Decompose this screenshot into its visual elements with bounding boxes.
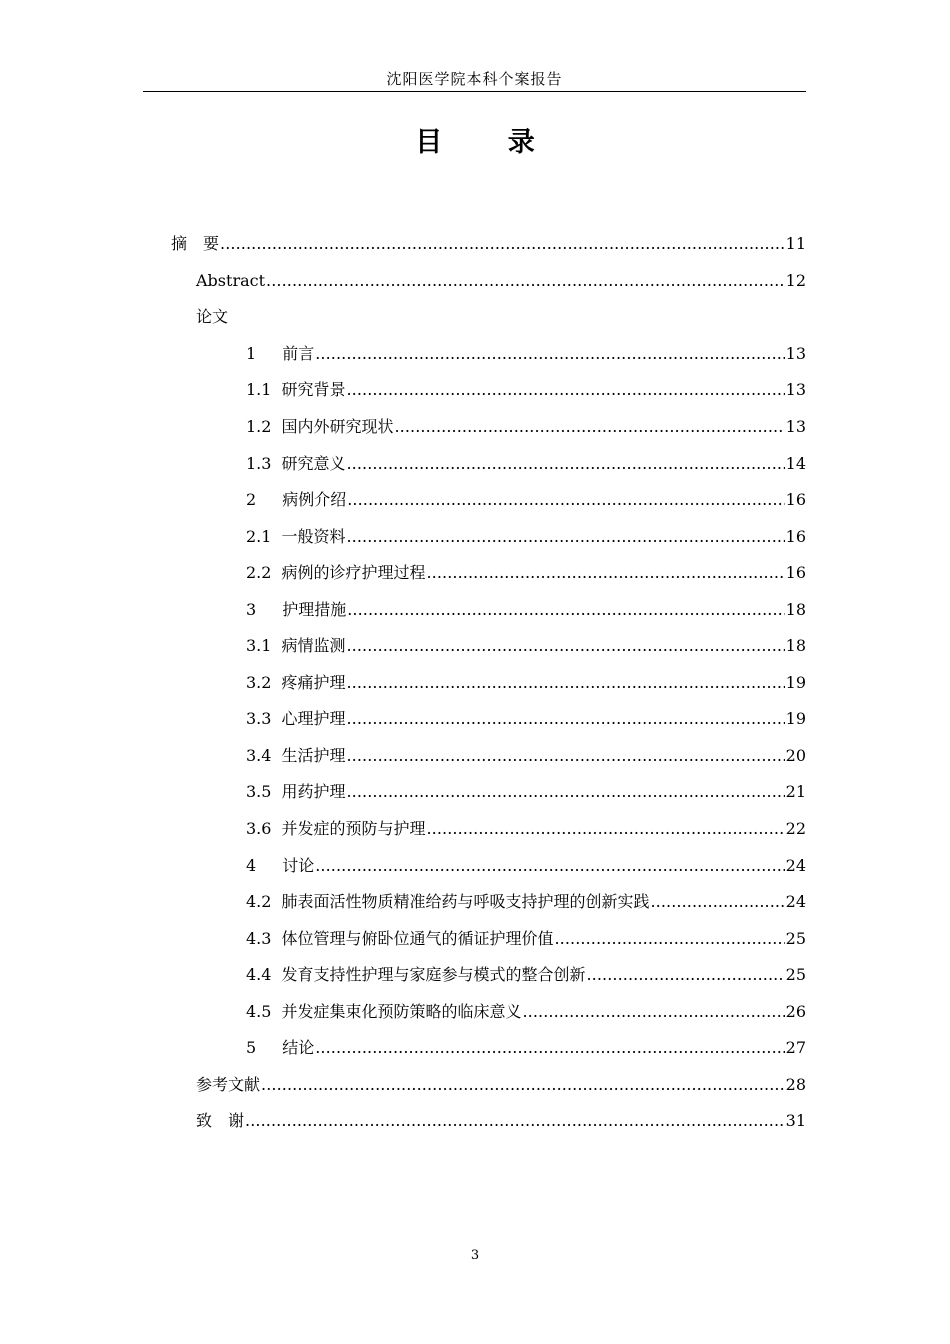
toc-entry-title: 一般资料 <box>281 526 346 546</box>
toc-entry-number: 1.2 <box>246 417 272 436</box>
toc-entry-number: 3.1 <box>246 636 272 656</box>
toc-leader <box>346 636 784 656</box>
toc-leader <box>347 600 784 620</box>
toc-entry-thesis[interactable] <box>0 299 806 336</box>
toc-entry-5[interactable] <box>0 1030 806 1067</box>
toc-leader <box>245 1111 785 1131</box>
toc-entry-page: 13 <box>785 343 806 363</box>
toc-entry-number: 2.1 <box>246 526 272 546</box>
toc-entry-3-6[interactable] <box>0 811 806 848</box>
toc-entry-page: 12 <box>785 270 806 290</box>
toc-leader <box>522 1002 784 1022</box>
toc-entry-number: 4.4 <box>246 965 272 985</box>
toc-entry-page: 25 <box>785 965 806 985</box>
toc-entry-3-4[interactable] <box>0 738 806 775</box>
toc-entry-title: 病情监测 <box>281 636 346 656</box>
toc-leader <box>346 673 784 693</box>
toc-entry-page: 16 <box>785 563 806 583</box>
toc-entry-title: 发育支持性护理与家庭参与模式的整合创新 <box>281 965 586 985</box>
toc-leader <box>586 965 784 985</box>
toc-entry-3-1[interactable] <box>0 628 806 665</box>
toc-entry-3-2[interactable] <box>0 665 806 702</box>
toc-entry-title: 研究意义 <box>281 453 346 473</box>
table-of-contents <box>0 226 950 1140</box>
toc-entry-number: 4.3 <box>246 928 272 948</box>
toc-entry-page: 19 <box>785 672 806 692</box>
toc-entry-acknowledgements[interactable] <box>0 1103 806 1140</box>
toc-entry-page: 24 <box>785 855 806 875</box>
toc-entry-page: 22 <box>785 819 806 839</box>
toc-entry-title: 结论 <box>282 1038 315 1058</box>
toc-entry-3[interactable] <box>0 591 806 628</box>
toc-entry-title: 体位管理与俯卧位通气的循证护理价值 <box>281 928 554 948</box>
toc-entry-4[interactable] <box>0 847 806 884</box>
toc-entry-number: 3 <box>246 599 273 619</box>
toc-entry-page: 14 <box>785 453 806 473</box>
toc-entry-page: 13 <box>785 417 806 436</box>
toc-entry-title: 生活护理 <box>281 745 346 765</box>
toc-entry-number: 4 <box>246 855 273 875</box>
toc-leader <box>346 782 784 802</box>
toc-leader <box>266 271 785 291</box>
toc-entry-number: 3.3 <box>246 709 272 729</box>
page-number: 3 <box>470 1248 480 1263</box>
toc-entry-4-2[interactable] <box>0 884 806 921</box>
toc-entry-title: 参考文献 <box>196 1074 261 1094</box>
toc-leader <box>346 380 784 400</box>
toc-entry-title: 心理护理 <box>281 709 346 729</box>
toc-entry-title: 护理措施 <box>282 599 347 619</box>
toc-entry-page: 18 <box>785 599 806 619</box>
toc-entry-number: 3.6 <box>246 819 272 839</box>
toc-entry-3-5[interactable] <box>0 774 806 811</box>
toc-entry-4-4[interactable] <box>0 957 806 994</box>
toc-leader <box>347 490 784 510</box>
toc-leader <box>346 746 784 766</box>
toc-leader <box>554 929 784 949</box>
toc-entry-number: 3.2 <box>246 672 272 692</box>
toc-entry-1-3[interactable] <box>0 445 806 482</box>
toc-entry-title: 病例介绍 <box>282 490 347 510</box>
toc-leader <box>315 856 784 876</box>
toc-entry-title: 疼痛护理 <box>281 672 346 692</box>
toc-leader <box>346 527 784 547</box>
toc-entry-2[interactable] <box>0 482 806 519</box>
toc-leader <box>315 1038 784 1058</box>
toc-entry-3-3[interactable] <box>0 701 806 738</box>
toc-entry-4-5[interactable] <box>0 993 806 1030</box>
toc-entry-page: 11 <box>785 234 806 254</box>
toc-entry-abstract-en[interactable] <box>0 263 806 300</box>
toc-entry-title: 摘 要 <box>171 234 220 254</box>
toc-leader <box>220 234 785 254</box>
toc-entry-page: 21 <box>785 782 806 802</box>
toc-leader <box>346 709 784 729</box>
toc-entry-title: 研究背景 <box>281 380 346 400</box>
toc-entry-title: Abstract <box>196 270 266 290</box>
toc-entry-page: 20 <box>785 745 806 765</box>
toc-leader <box>650 892 784 912</box>
toc-entry-number: 2.2 <box>246 563 272 583</box>
toc-entry-title: 并发症集束化预防策略的临床意义 <box>281 1001 522 1021</box>
toc-leader <box>261 1075 785 1095</box>
toc-entry-title: 讨论 <box>282 855 315 875</box>
toc-entry-title: 肺表面活性物质精准给药与呼吸支持护理的创新实践 <box>281 892 650 912</box>
toc-entry-number: 5 <box>246 1038 273 1058</box>
toc-title: 目 录 <box>415 127 563 158</box>
toc-entry-page: 27 <box>785 1038 806 1058</box>
toc-entry-page: 26 <box>785 1001 806 1021</box>
toc-entry-2-2[interactable] <box>0 555 806 592</box>
toc-entry-number: 1.1 <box>246 380 272 400</box>
toc-leader <box>315 344 784 364</box>
toc-entry-page: 28 <box>785 1074 806 1094</box>
toc-entry-2-1[interactable] <box>0 518 806 555</box>
toc-entry-page: 24 <box>785 892 806 912</box>
toc-entry-1-2[interactable] <box>0 409 806 446</box>
toc-entry-number: 4.5 <box>246 1001 272 1021</box>
toc-entry-page: 13 <box>785 380 806 400</box>
toc-entry-page: 31 <box>785 1111 806 1131</box>
toc-entry-references[interactable] <box>0 1067 806 1104</box>
toc-entry-page: 16 <box>785 490 806 510</box>
toc-entry-number: 1 <box>246 343 273 363</box>
toc-entry-title: 国内外研究现状 <box>281 417 394 436</box>
toc-entry-1[interactable] <box>0 336 806 373</box>
page-header <box>143 68 806 92</box>
toc-entry-page: 18 <box>785 636 806 656</box>
toc-entry-title: 致 谢 <box>196 1111 245 1131</box>
toc-entry-1-1[interactable] <box>0 372 806 409</box>
toc-entry-number: 3.5 <box>246 782 272 802</box>
toc-entry-page: 19 <box>785 709 806 729</box>
toc-entry-abstract-cn[interactable] <box>0 226 806 263</box>
toc-entry-title: 前言 <box>282 343 315 363</box>
toc-leader <box>426 563 784 583</box>
toc-entry-number: 2 <box>246 490 273 510</box>
toc-entry-number: 3.4 <box>246 745 272 765</box>
toc-entry-4-3[interactable] <box>0 920 806 957</box>
toc-leader <box>394 417 784 437</box>
toc-entry-page: 16 <box>785 526 806 546</box>
toc-entry-number: 1.3 <box>246 453 272 473</box>
toc-entry-title: 论文 <box>196 307 229 327</box>
toc-leader <box>426 819 784 839</box>
toc-entry-page: 25 <box>785 928 806 948</box>
toc-entry-number: 4.2 <box>246 892 272 912</box>
toc-leader <box>346 454 784 474</box>
toc-entry-title: 用药护理 <box>281 782 346 802</box>
toc-entry-title: 病例的诊疗护理过程 <box>281 563 426 583</box>
toc-entry-title: 并发症的预防与护理 <box>281 819 426 839</box>
header-title: 沈阳医学院本科个案报告 <box>386 70 563 88</box>
